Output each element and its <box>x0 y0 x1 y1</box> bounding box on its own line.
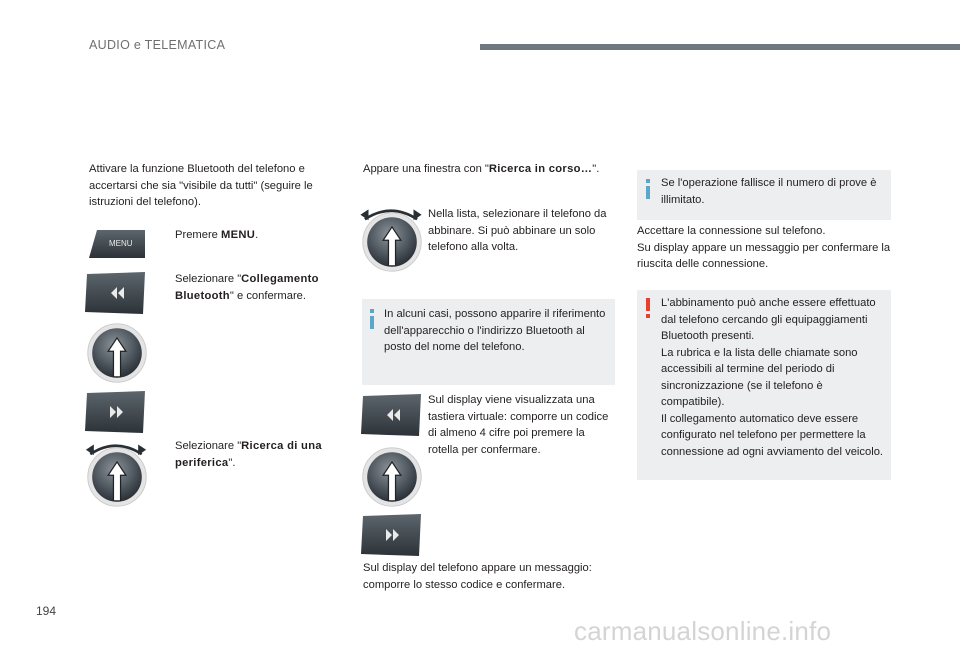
step-select-bluetooth: Selezionare "Collegamento Bluetooth" e confermare. <box>175 273 319 302</box>
section-title: AUDIO e TELEMATICA <box>89 38 226 52</box>
knob-press-icon <box>86 446 148 508</box>
menu-button-image <box>87 228 147 260</box>
knob-press-icon <box>361 446 423 508</box>
intro-text: Attivare la funzione Bluetooth del telefono e accertarsi che sia "visibile da tutti" (seguire le istruzioni del telefono). <box>89 163 313 208</box>
info-box-device-name <box>362 299 615 385</box>
prev-button-image <box>83 270 147 316</box>
step-search-device: Selezionare "Ricerca di una periferica". <box>175 440 322 469</box>
menu-button-label: MENU <box>109 239 133 248</box>
knob-press-icon <box>361 211 423 273</box>
next-button-image <box>359 512 423 558</box>
info-text: In alcuni casi, possono apparire il riferimento dell'apparecchio o l'indirizzo Bluetooth al posto del nome del telefono. <box>384 308 606 353</box>
header-bar <box>480 44 960 50</box>
window-appears-text: Appare una finestra con "Ricerca in corso…". <box>363 163 600 175</box>
info-text: Se l'operazione fallisce il numero di prove è illimitato. <box>661 177 877 206</box>
page-number: 194 <box>36 604 57 618</box>
accept-connection-text: Accettare la connessione sul telefono. Su display appare un messaggio per confermare la riuscita delle connessione. <box>637 225 891 270</box>
info-icon <box>370 316 374 329</box>
virtual-keyboard-text: Sul display viene visualizzata una tastiera virtuale: comporre un codice di almeno 4 cifre poi premere la rotella per confermare. <box>428 394 609 456</box>
info-icon <box>646 186 650 199</box>
info-box-retries <box>637 170 891 220</box>
next-button-image <box>83 389 147 435</box>
warning-text: L'abbinamento può anche essere effettuato dal telefono cercando gli equipaggiamenti Bluetooth presenti. La rubrica e la lista delle chiamate sono accessibili al termine del periodo di sincronizzazione (se il telefono è compatibile). Il collegamento automatico deve essere configurato nel telefono per permettere la connessione ad ogni avviamento del veicolo. <box>661 297 884 458</box>
phone-message-text: Sul display del telefono appare un messaggio: comporre lo stesso codice e confermare. <box>363 562 592 591</box>
watermark: carmanualsonline.info <box>574 616 832 646</box>
step-press-menu: Premere MENU. <box>175 229 259 241</box>
warning-icon <box>646 298 650 311</box>
warning-box <box>637 290 891 480</box>
prev-button-image <box>359 392 423 438</box>
knob-press-icon <box>86 322 148 384</box>
select-phone-text: Nella lista, selezionare il telefono da abbinare. Si può abbinare un solo telefono alla volta. <box>428 208 607 253</box>
